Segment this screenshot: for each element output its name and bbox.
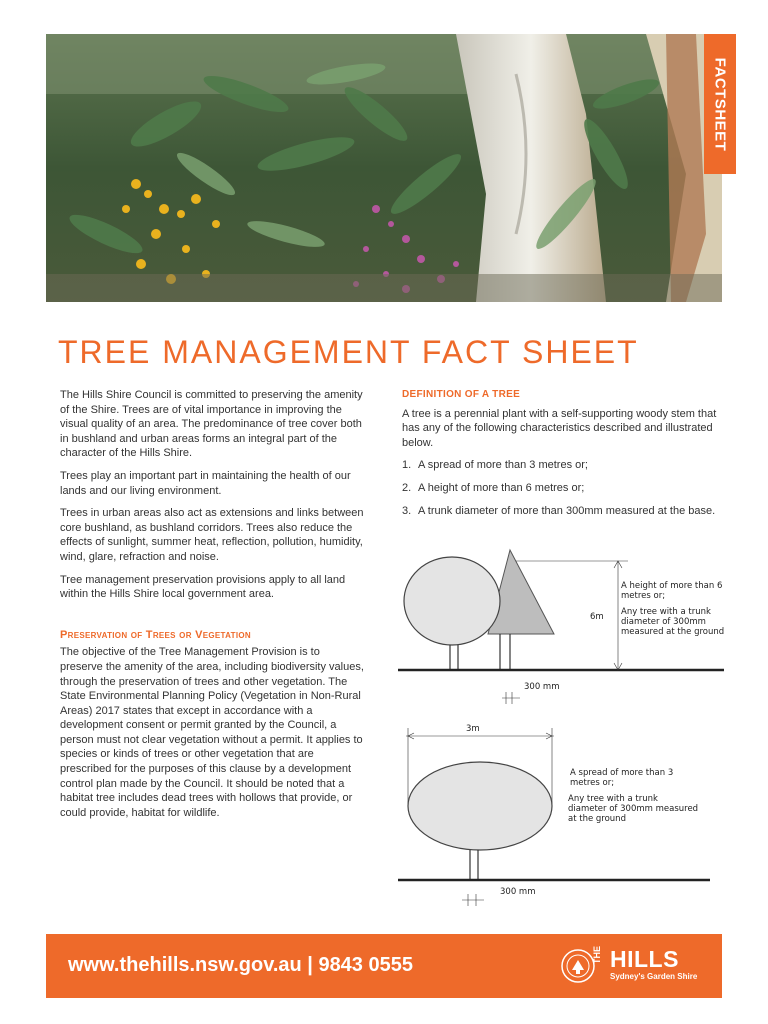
list-text: A trunk diameter of more than 300mm measured at the base. (418, 504, 716, 517)
intro-paragraph-2: Trees play an important part in maintaining the health of our lands and our living environment. (60, 469, 351, 497)
trunk-label-line3: measured at the ground (621, 627, 725, 637)
list-text: A spread of more than 3 metres or; (418, 459, 588, 472)
criteria-list (402, 458, 718, 518)
list-number: 2. (402, 481, 412, 494)
section-heading-definition: DEFINITION OF A TREE (402, 389, 521, 400)
list-text: A height of more than 6 metres or; (418, 481, 585, 494)
trunk2-label-line1: Any tree with a trunk (568, 794, 658, 804)
trunk-width-label-top: 300 mm (524, 682, 560, 692)
page-title: TREE MANAGEMENT FACT SHEET (58, 334, 639, 370)
intro-paragraph-1: The Hills Shire Council is committed to preserving the amenity of the Shire. Trees are of vital importance in improving the visual quality of an area. The predominance of tree cover both in bushland and urban areas forms an integral part of the character of the Hills Shire. (60, 389, 363, 460)
list-number: 1. (402, 459, 412, 472)
list-item (402, 481, 718, 496)
spread-label-line2: metres or; (570, 778, 615, 788)
height-label-line1: A height of more than 6 (621, 581, 723, 591)
height-label-line2: metres or; (621, 591, 666, 601)
trunk-label-line1: Any tree with a trunk (621, 607, 711, 617)
spread-tree-canopy (408, 762, 552, 850)
logo-tagline: Sydney's Garden Shire (610, 972, 698, 981)
spread-label-line1: A spread of more than 3 (570, 768, 674, 778)
round-tree-canopy (404, 557, 500, 645)
trunk2-label-line3: at the ground (568, 814, 626, 824)
council-seal-icon (560, 948, 596, 984)
intro-paragraph-3: Trees in urban areas also act as extensions and links between core bushland, as bushland corridors. Trees also reduce the effects of sunlight, summer heat, reflection, pollution, humidity, wind, glare, refraction and noise. (60, 507, 364, 563)
list-number: 3. (402, 504, 412, 517)
trunk-label-line2: diameter of 300mm (621, 617, 706, 627)
right-column (402, 388, 718, 526)
left-column (60, 388, 364, 828)
trunk2-label-line2: diameter of 300mm measured (568, 804, 699, 814)
trunk-width-label-bottom: 300 mm (500, 887, 536, 897)
the-hills-logo (560, 946, 710, 986)
logo-the-text: THE (592, 946, 602, 964)
bushland-image (46, 34, 722, 302)
intro-paragraph-4: Tree management preservation provisions apply to all land within the Hills Shire local government area. (60, 573, 346, 601)
hero-photo (46, 34, 722, 302)
logo-hills-text: HILLS (610, 946, 679, 972)
tree-diagram (394, 538, 734, 908)
factsheet-label: FACTSHEET (711, 57, 729, 151)
section-heading-preservation: Preservation of Trees or Vegetation (60, 628, 251, 641)
list-item (402, 504, 718, 519)
height-dimension-label: 6m (590, 612, 604, 622)
footer-banner (46, 934, 722, 998)
list-item (402, 458, 718, 473)
definition-intro: A tree is a perennial plant with a self-supporting woody stem that has any of the following characteristics described and illustrated below. (402, 407, 717, 449)
preservation-paragraph: The objective of the Tree Management Provision is to preserve the amenity of the area, including biodiversity values, through the preservation of trees and other vegetation. The State Environmental Planning Policy (Vegetation in Non-Rural Areas) 2017 states that except in accordance with a development consent or permit granted by the Council, a person must not clear vegetation without a permit. It applies to species or kinds of trees or other vegetation that are prescribed for the purposes of this clause by a development control plan made by the Council. It should be noted that a habitat tree includes dead trees with hollows that provide, or could provide, habitat for wildlife. (60, 646, 364, 819)
contact-text[interactable]: www.thehills.nsw.gov.au | 9843 0555 (68, 954, 413, 976)
spread-dimension-label: 3m (466, 724, 480, 734)
factsheet-tab (704, 34, 736, 174)
